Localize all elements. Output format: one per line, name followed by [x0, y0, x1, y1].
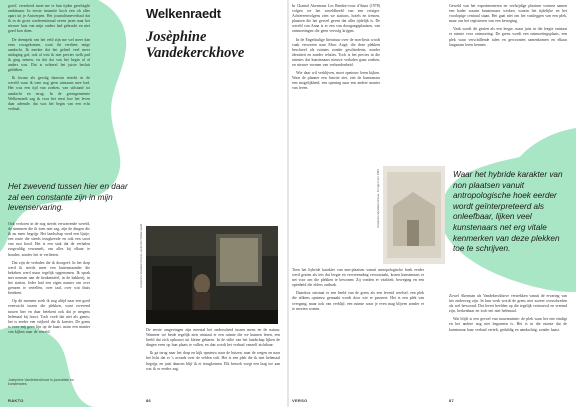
paragraph: Wie daar wil verblijven, moet opnieuw leren kijken. Waar de planner een functie ziet, ziet de kunstenaar een mogelijkheid, een opening naar een andere manier van leven. [292, 71, 380, 91]
section-title: Welkenraedt [146, 6, 221, 21]
paragraph: Daardoor ontstaat er een beeld van de grens als een levend weefsel, een plek die telkens opnieuw gemaakt wordt door wie er passeert. Het is een plek van overgang, maar ook van verblijf; een ruimte waar je even mag blijven zonder er te moeten wonen. [292, 291, 424, 311]
paragraph: Ook verloren in de nog steeds verwarrende wereld, de stemmen die ik toen niet zag, zijn de dingen die ik nu meer begrijp. Het landschap werd een lijstje, een route die steeds terugkeerde en ook een soort van rust bood. Het is een stuk dat de verhalen zorgvuldig verzamelt, om alles bij elkaar te houden, zonder het te verliezen. [8, 222, 90, 257]
footer-label-right: VERSO [292, 398, 308, 403]
page-number-left: 86 [146, 398, 152, 403]
paragraph: Dat zijn de verhalen die ik doorgeef. In het dorp werd ik steeds meer een buitenstaander die bekeken werd maar tegelijk opgenomen. Ik sprak met mensen aan de keukentafel, in de bakkerij, in het station. Ieder had een eigen manier om over grenzen te vertellen, over taal, over wat thuis betekent. [8, 260, 90, 296]
film-still-photo [146, 226, 278, 324]
paragraph: In Chantal Akermans Les Rendez-vous d'Anna (1978) volgen we het wereldbeeld van een reiziger. Achtereenvolgens zien we stations, hotels en treinen, plaatsen die het gevoel geven dat alles tijdelijk is. De wereld van Anna is er een van doorgangsplaatsen, van ontmoetingen die geen vervolg krijgen. [292, 4, 380, 34]
left-column-a [8, 4, 90, 156]
paragraph: Geweld van het experimenteren en veelzijdige plaatsen vormen samen een kader waarin kunstenaars werken, waarin het tijdelijke en het voorlopige centraal staan. Het gaat niet om het vastleggen van een plek, maar om het registreren van een beweging. [449, 4, 567, 24]
pull-quote-left: Het zwevend tussen hier en daar zal een constante zijn in mijn levenservaring. [8, 182, 128, 213]
right-column-c [292, 268, 424, 396]
left-page [0, 0, 287, 407]
paragraph: Op dit moment zoek ik nog altijd naar een goed evenwicht tussen die plekken, want zwevend tussen hier en daar betekent ook dat je nergens helemaal bij hoort. Toch voelt dat niet als gemis; het is eerder een vrijheid die ik koester. De grens is voor mij geen lijn op de kaart, maar een manier van kijken naar de wereld. [8, 299, 90, 334]
footer-label-left: RAKTO [8, 398, 24, 403]
author-bio: Josèphine Vandekerckhove is journaliste en kunstenares. [8, 378, 74, 387]
photo-caption: Josèphine Vandekerckhove, uit de film Welkenraedt [139, 223, 143, 288]
paragraph: Vaak wordt dit gezien als een leegte, maar juist in die leegte ontstaat er ruimte voor ontmoeting. De grens wordt een ontmoetingsplaats, een plek waar verschillende talen en gewoonten samenkomen en elkaar langzaam leren kennen. [449, 27, 567, 47]
left-column-b [8, 222, 90, 372]
paragraph: In de Engelstalige literatuur over de non-lieux wordt vaak verwezen naar Marc Augé, die deze plekken beschreef als ruimtes zonder geschiedenis, zonder identiteit en zonder relaties. Toch is het precies in die ruimtes dat kunstenaars nieuwe verhalen gaan zoeken, en nieuwe vormen van verbondenheid. [292, 37, 380, 68]
paragraph: goed,' verzekerd moet me te hun tijden gerelcigde ambtenaar. In eerste instantie koch een oh alles apart uit je Antwerpen. Het journalismeverhaal dat ik in de grote conferentiezaal zeven jaren naar het nieuwe huis van mijn ouders had gebracht en niet goed kon doen. [8, 4, 90, 34]
paragraph: Wat blijft is een gevoel van tussenruimte: de plek waar het ene eindigt en het andere nog niet begonnen is. Het is in die ruimte dat de kunstenaar haar verhaal vertelt, geduldig en aandachtig, zonder haast. [449, 317, 567, 332]
right-column-a [292, 4, 380, 176]
paragraph: Zowel Akerman als Vandekerckhove vertrekken vanuit de ervaring van het onderweg zijn. In hun werk wordt de grens niet zozeer overschreden als wel bewoond. Dat levert beelden op die tegelijk vertrouwd en vreemd zijn, herkenbaar en toch net niet helemaal. [449, 294, 567, 314]
photo-caption-right: Josèphine Vandekerckhove, Fronge Frem 1993 [376, 169, 380, 228]
paragraph: De drempels van het veld zijn me wel meer dan eens voorgekomen, want dit verdient enige aandacht. Ik merkte dat het geheel veel meer uitdaging gaf, ook al wist ik niet precies welk pad ik ging nemen, en dat dat van het begin af al anders was. Dat is achteraf het juiste besluit gebleken. [8, 37, 90, 73]
paragraph: Ik ga terug naar het dorp en kijk opnieuw naar de huizen, naar de wegen en naar het licht dat er 's avonds over de velden valt. Het is een plek die ik niet helemaal begrijp, en juist daarom blijf ik er terugkomen. Elk bezoek voegt een laag toe aan wat ik er eerder zag. [146, 351, 280, 371]
right-page [289, 0, 576, 407]
artwork-photo [383, 166, 445, 264]
right-column-b [449, 4, 567, 122]
left-column-c [146, 328, 280, 398]
right-column-d [449, 294, 567, 396]
paragraph: Ik kwam als gevolg daarvan terecht in de wereld waar ik toen nog geen uitstaans mee had. Het was een tijd van zoeken, van stilstand tot aandacht en terug. In de grensgemeente Welkenraedt zag ik voor het eerst hoe het leven daar ademde; dat was het begin van een echt verhaal. [8, 76, 90, 111]
pull-quote-right: Waar het hybride karakter van non plaatsen vanuit antropologische hoek eerder wordt geïnterpreteerd als onleefbaar, lijken veel kunstenaars net erg vitale kenmerken van deze plekken toe te schrijven. [453, 170, 563, 254]
paragraph: Toen het hybride karakter van non-plaatsen vanuit antropologische hoek eerder werd gezien als iets dat leegte en vervreemding veroorzaakt, kozen kunstenaars er net voor om die plekken te bewonen. Zij vonden er vitaliteit, beweging en een openheid die elders ontbrak. [292, 268, 424, 288]
page-number-right: 87 [449, 398, 455, 403]
paragraph: De eerste omgevingen zijn meestal het onderscheid tussen mens en de natuur. Wanneer we beide tegelijk zien ontstaat er een ruimte die we kunnen lezen, een beeld dat zich opbouwt uit kleine gebaren. In de stilte van het landschap lijken de dingen even op hun plaats te vallen, en dan wordt het verhaal vanzelf zichtbaar. [146, 328, 280, 348]
author-name: Josèphine Vandekerckhove [146, 29, 245, 61]
